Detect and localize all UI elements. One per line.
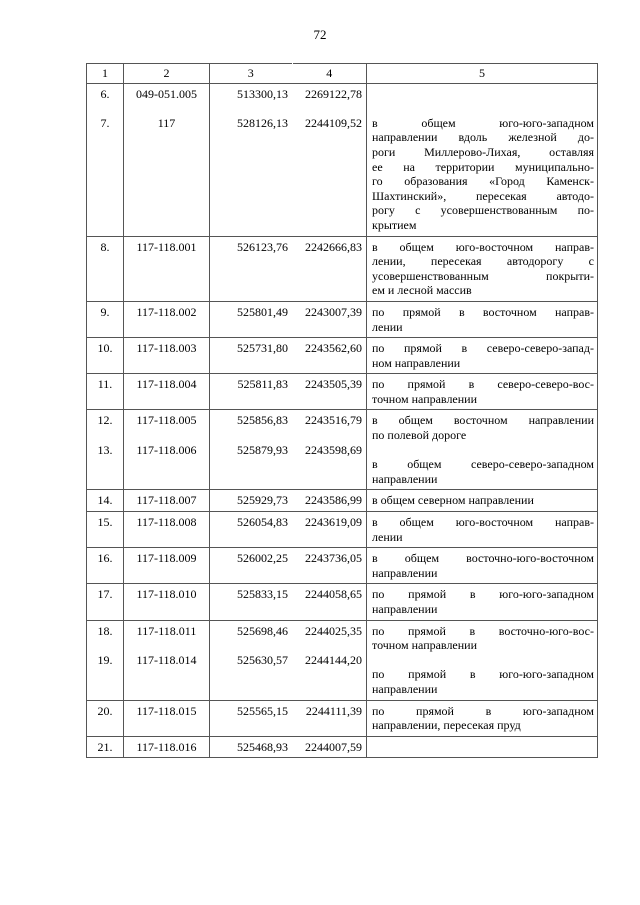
point-number-value: 8. (100, 239, 110, 254)
point-number (87, 410, 124, 490)
point-number (87, 301, 124, 337)
description-line (372, 443, 594, 458)
coord-y (292, 584, 367, 620)
coord-x (210, 374, 293, 410)
coord-y-value: 2243586,99 (305, 493, 362, 508)
coord-x-value: 525929,73 (237, 493, 288, 508)
point-number-value: 16. (97, 551, 113, 566)
coord-x (210, 301, 293, 337)
description-line: направлении вдоль железной до- (372, 130, 594, 145)
coord-y (292, 236, 367, 301)
description-line: рогу с усовершенствованным по- (372, 203, 594, 218)
point-number (87, 338, 124, 374)
coord-x-value: 525630,57 (237, 652, 288, 667)
description-line (372, 87, 594, 102)
direction-description (367, 83, 598, 236)
table-row (87, 490, 598, 512)
point-number (87, 620, 124, 700)
description-line: направлении (372, 681, 438, 696)
coord-x-value: 525833,15 (237, 587, 288, 602)
coord-y (292, 700, 367, 736)
description-line: по прямой в юго-юго-западном (372, 587, 594, 602)
coord-x (210, 620, 293, 700)
coord-x (210, 338, 293, 374)
coord-y (292, 83, 367, 236)
direction-description (367, 410, 598, 490)
description-line: по прямой в восточно-юго-вос- (372, 623, 594, 638)
coord-y (292, 512, 367, 548)
point-id-value: 049-051.005 (136, 86, 197, 101)
description-line: по прямой в юго-западном (372, 703, 594, 718)
coord-y (292, 548, 367, 584)
coord-x-value: 526002,25 (237, 551, 288, 566)
description-line: Шахтинский», пересекая автодо- (372, 188, 594, 203)
point-number-value: 13. (97, 442, 113, 457)
point-id-value: 117-118.011 (136, 623, 197, 638)
page-number: 72 (313, 27, 327, 42)
point-id (124, 490, 210, 512)
table-row (87, 512, 598, 548)
description-line: крытием (372, 217, 417, 232)
coord-x-value: 528126,13 (237, 115, 288, 130)
coord-y (292, 620, 367, 700)
coord-x (210, 584, 293, 620)
point-number (87, 700, 124, 736)
coord-x (210, 548, 293, 584)
direction-description (367, 548, 598, 584)
coord-x-value: 525879,93 (237, 442, 288, 457)
coord-x (210, 700, 293, 736)
coord-y-value: 2243007,39 (305, 304, 362, 319)
point-id (124, 410, 210, 490)
point-number-value: 20. (97, 703, 113, 718)
point-number-value: 21. (97, 739, 113, 754)
header-cell-2: 2 (124, 64, 210, 84)
description-line: ее на территории муниципально- (372, 159, 594, 174)
description-line: в общем юго-восточном направ- (372, 239, 594, 254)
point-id (124, 338, 210, 374)
table-row (87, 301, 598, 337)
point-id-value: 117-118.007 (136, 493, 197, 508)
point-number (87, 584, 124, 620)
point-id-value: 117-118.010 (136, 587, 197, 602)
description-line: по прямой в северо-северо-запад- (372, 341, 594, 356)
coord-y-value: 2243598,69 (305, 442, 362, 457)
header-cell-5: 5 (367, 64, 598, 84)
coord-y-value: 2244111,39 (305, 703, 362, 718)
description-line: лении (372, 529, 403, 544)
point-id (124, 236, 210, 301)
description-line: го образования «Город Каменск- (372, 174, 594, 189)
table-row (87, 620, 598, 700)
coord-y-value: 2242666,83 (305, 239, 362, 254)
point-id-value: 117-118.015 (136, 703, 197, 718)
point-id-value: 117-118.009 (136, 551, 197, 566)
point-number-value: 6. (100, 86, 110, 101)
coord-x-value: 513300,13 (237, 86, 288, 101)
point-number (87, 374, 124, 410)
point-id (124, 301, 210, 337)
coord-y (292, 338, 367, 374)
point-id (124, 512, 210, 548)
table-row (87, 338, 598, 374)
table-row (87, 548, 598, 584)
point-number-value: 11. (97, 377, 113, 392)
point-number-value: 19. (97, 652, 113, 667)
description-line: в общем юго-восточном направ- (372, 515, 594, 530)
point-number (87, 490, 124, 512)
description-line: направлении (372, 565, 438, 580)
point-id (124, 736, 210, 758)
description-line (372, 653, 594, 668)
point-id-value: 117-118.001 (136, 239, 197, 254)
table-row (87, 410, 598, 490)
coordinates-table (86, 63, 598, 758)
description-line: в общем юго-юго-западном (372, 115, 594, 130)
description-line: в общем восточно-юго-восточном (372, 551, 594, 566)
description-line (372, 101, 594, 116)
point-id-value: 117-118.014 (136, 652, 197, 667)
point-number-value: 17. (97, 587, 113, 602)
coord-x (210, 83, 293, 236)
point-number-value: 14. (97, 493, 113, 508)
coord-y (292, 301, 367, 337)
coord-y (292, 490, 367, 512)
direction-description (367, 584, 598, 620)
description-line: роги Миллерово-Лихая, оставляя (372, 144, 594, 159)
point-number (87, 512, 124, 548)
coord-y (292, 736, 367, 758)
point-number (87, 83, 124, 236)
description-line: точном направлении (372, 391, 478, 406)
coord-x (210, 512, 293, 548)
coord-y-value: 2244144,20 (305, 652, 362, 667)
direction-description (367, 736, 598, 758)
description-line: направлении, пересекая пруд (372, 718, 521, 733)
direction-description (367, 338, 598, 374)
description-line: ном направлении (372, 355, 461, 370)
description-line: по прямой в северо-северо-вос- (372, 377, 594, 392)
coord-y (292, 374, 367, 410)
point-number-value: 12. (97, 413, 113, 428)
point-number (87, 236, 124, 301)
point-id-value: 117-118.003 (136, 341, 197, 356)
direction-description (367, 490, 598, 512)
point-number-value: 15. (97, 515, 113, 530)
description-line: по полевой дороге (372, 428, 467, 443)
direction-description (367, 620, 598, 700)
direction-description (367, 374, 598, 410)
coord-x (210, 736, 293, 758)
description-line: в общем восточном направлении (372, 413, 594, 428)
coord-x-value: 525801,49 (237, 304, 288, 319)
point-id (124, 83, 210, 236)
point-id (124, 584, 210, 620)
point-id (124, 620, 210, 700)
point-id-value: 117-118.002 (136, 304, 197, 319)
table-row (87, 236, 598, 301)
table-row (87, 736, 598, 758)
header-row (87, 64, 598, 84)
point-number (87, 736, 124, 758)
description-line: по прямой в восточном направ- (372, 304, 594, 319)
direction-description (367, 301, 598, 337)
coord-x-value: 526054,83 (237, 515, 288, 530)
coord-x (210, 410, 293, 490)
point-number-value: 7. (100, 115, 110, 130)
table-row (87, 700, 598, 736)
table-row (87, 83, 598, 236)
coord-x-value: 525698,46 (237, 623, 288, 638)
point-id-value: 117-118.006 (136, 442, 197, 457)
coord-y-value: 2243516,79 (305, 413, 362, 428)
point-id-value: 117-118.016 (136, 739, 197, 754)
description-line: ем и лесной массив (372, 283, 472, 298)
coord-y-value: 2243562,60 (305, 341, 362, 356)
header-cell-4: 4 (292, 64, 367, 84)
point-id (124, 700, 210, 736)
coord-y-value: 2243505,39 (305, 377, 362, 392)
coord-y-value: 2244058,65 (305, 587, 362, 602)
coord-x (210, 490, 293, 512)
description-line: точном направлении (372, 638, 478, 653)
coord-y-value: 2244007,59 (305, 739, 362, 754)
point-number (87, 548, 124, 584)
description-line: в общем северо-северо-западном (372, 457, 594, 472)
point-id-value: 117-118.005 (136, 413, 197, 428)
coord-y-value: 2243619,09 (305, 515, 362, 530)
point-id-value: 117-118.008 (136, 515, 197, 530)
coord-y-value: 2243736,05 (305, 551, 362, 566)
table-row (87, 584, 598, 620)
coord-x-value: 525731,80 (237, 341, 288, 356)
description-line: лении (372, 319, 403, 334)
point-number-value: 18. (97, 623, 113, 638)
coord-x-value: 525565,15 (237, 703, 288, 718)
point-number-value: 9. (100, 304, 110, 319)
description-line: направлении (372, 602, 438, 616)
point-number-value: 10. (97, 341, 113, 356)
coord-x-value: 525856,83 (237, 413, 288, 428)
point-id-value: 117 (157, 115, 176, 130)
description-line: в общем северном направлении (372, 493, 534, 508)
coord-x-value: 526123,76 (237, 239, 288, 254)
description-line: лении, пересекая автодорогу с (372, 254, 594, 269)
coord-y-value: 2269122,78 (305, 86, 362, 101)
direction-description (367, 512, 598, 548)
coord-x-value: 525468,93 (237, 739, 288, 754)
direction-description (367, 236, 598, 301)
description-line: по прямой в юго-юго-западном (372, 667, 594, 682)
point-id (124, 548, 210, 584)
coord-y-value: 2244025,35 (305, 623, 362, 638)
coord-x (210, 236, 293, 301)
header-cell-1: 1 (87, 64, 124, 84)
header-cell-3: 3 (210, 64, 293, 84)
description-line: направлении (372, 471, 438, 486)
point-id-value: 117-118.004 (136, 377, 197, 392)
coord-x-value: 525811,83 (237, 377, 288, 392)
direction-description (367, 700, 598, 736)
coord-y (292, 410, 367, 490)
description-line: усовершенствованным покрыти- (372, 268, 594, 283)
coord-y-value: 2244109,52 (305, 115, 362, 130)
point-id (124, 374, 210, 410)
table-row (87, 374, 598, 410)
